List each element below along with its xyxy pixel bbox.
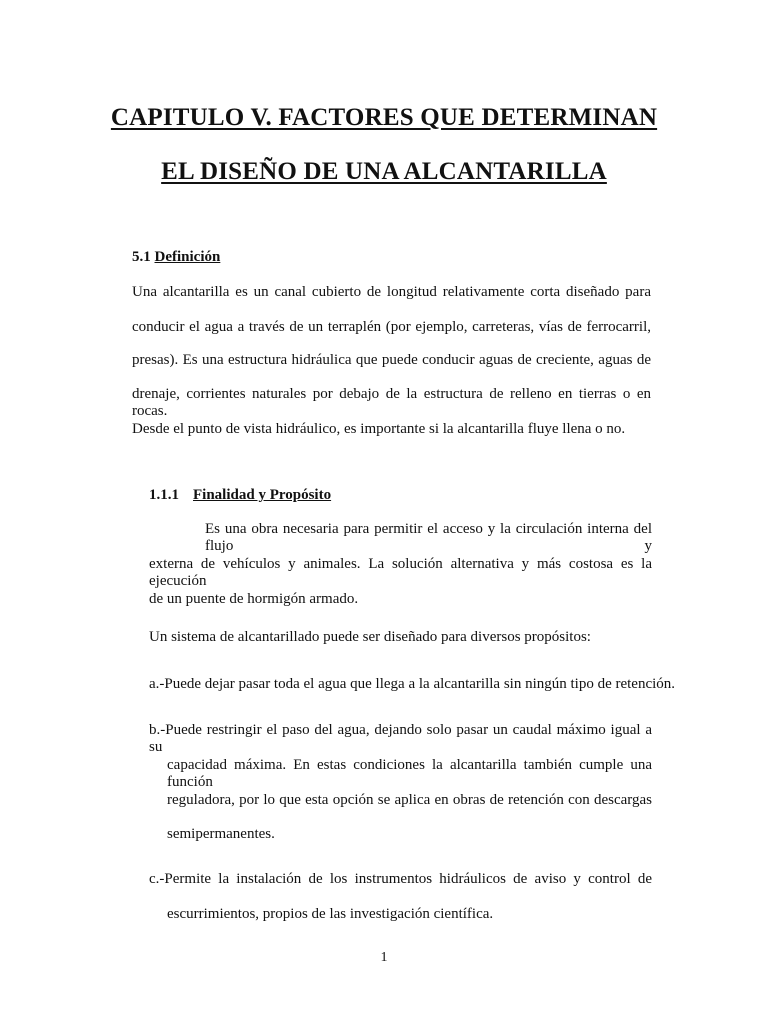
chapter-title-line-2: EL DISEÑO DE UNA ALCANTARILLA [161,158,607,185]
paragraph-line: Desde el punto de vista hidráulico, es importante si la alcantarilla fluye llena o no. [132,421,626,437]
paragraph-line: Una alcantarilla es un canal cubierto de longitud relativamente corta diseñado para [132,284,651,300]
subsection-number: 1.1.1 [149,487,179,503]
list-item-line: c.-Permite la instalación de los instrumentos hidráulicos de aviso y control de [149,871,652,887]
list-item-a: a.-Puede dejar pasar toda el agua que llega a la alcantarilla sin ningún tipo de retención. [149,676,676,692]
list-item-line: capacidad máxima. En estas condiciones la alcantarilla también cumple una función [167,757,652,790]
paragraph-line: externa de vehículos y animales. La solución alternativa y más costosa es la ejecución [149,556,652,589]
list-item-line: escurrimientos, propios de las investigación científica. [167,906,494,922]
purposes-intro: Un sistema de alcantarillado puede ser diseñado para diversos propósitos: [149,629,591,645]
list-item-line: semipermanentes. [167,826,275,842]
subsection-title: Finalidad y Propósito [193,487,332,503]
paragraph-line: Es una obra necesaria para permitir el acceso y la circulación interna del flujo y [205,521,652,554]
chapter-title-line-1: CAPITULO V. FACTORES QUE DETERMINAN [110,104,658,131]
paragraph-line: drenaje, corrientes naturales por debajo de la estructura de relleno en tierras o en rocas. [132,386,651,419]
section-title: Definición [154,249,221,265]
paragraph-line: de un puente de hormigón armado. [149,591,359,607]
list-item-line: reguladora, por lo que esta opción se aplica en obras de retención con descargas [167,792,652,808]
section-number: 5.1 [132,249,151,265]
section-heading [132,249,220,266]
paragraph-line: conducir el agua a través de un terraplén (por ejemplo, carreteras, vías de ferrocarril, [132,319,651,335]
page-number: 1 [380,950,388,965]
paragraph-line: presas). Es una estructura hidráulica que puede conducir aguas de creciente, aguas de [132,352,651,368]
list-item-line: b.-Puede restringir el paso del agua, dejando solo pasar un caudal máximo igual a su [149,722,652,755]
